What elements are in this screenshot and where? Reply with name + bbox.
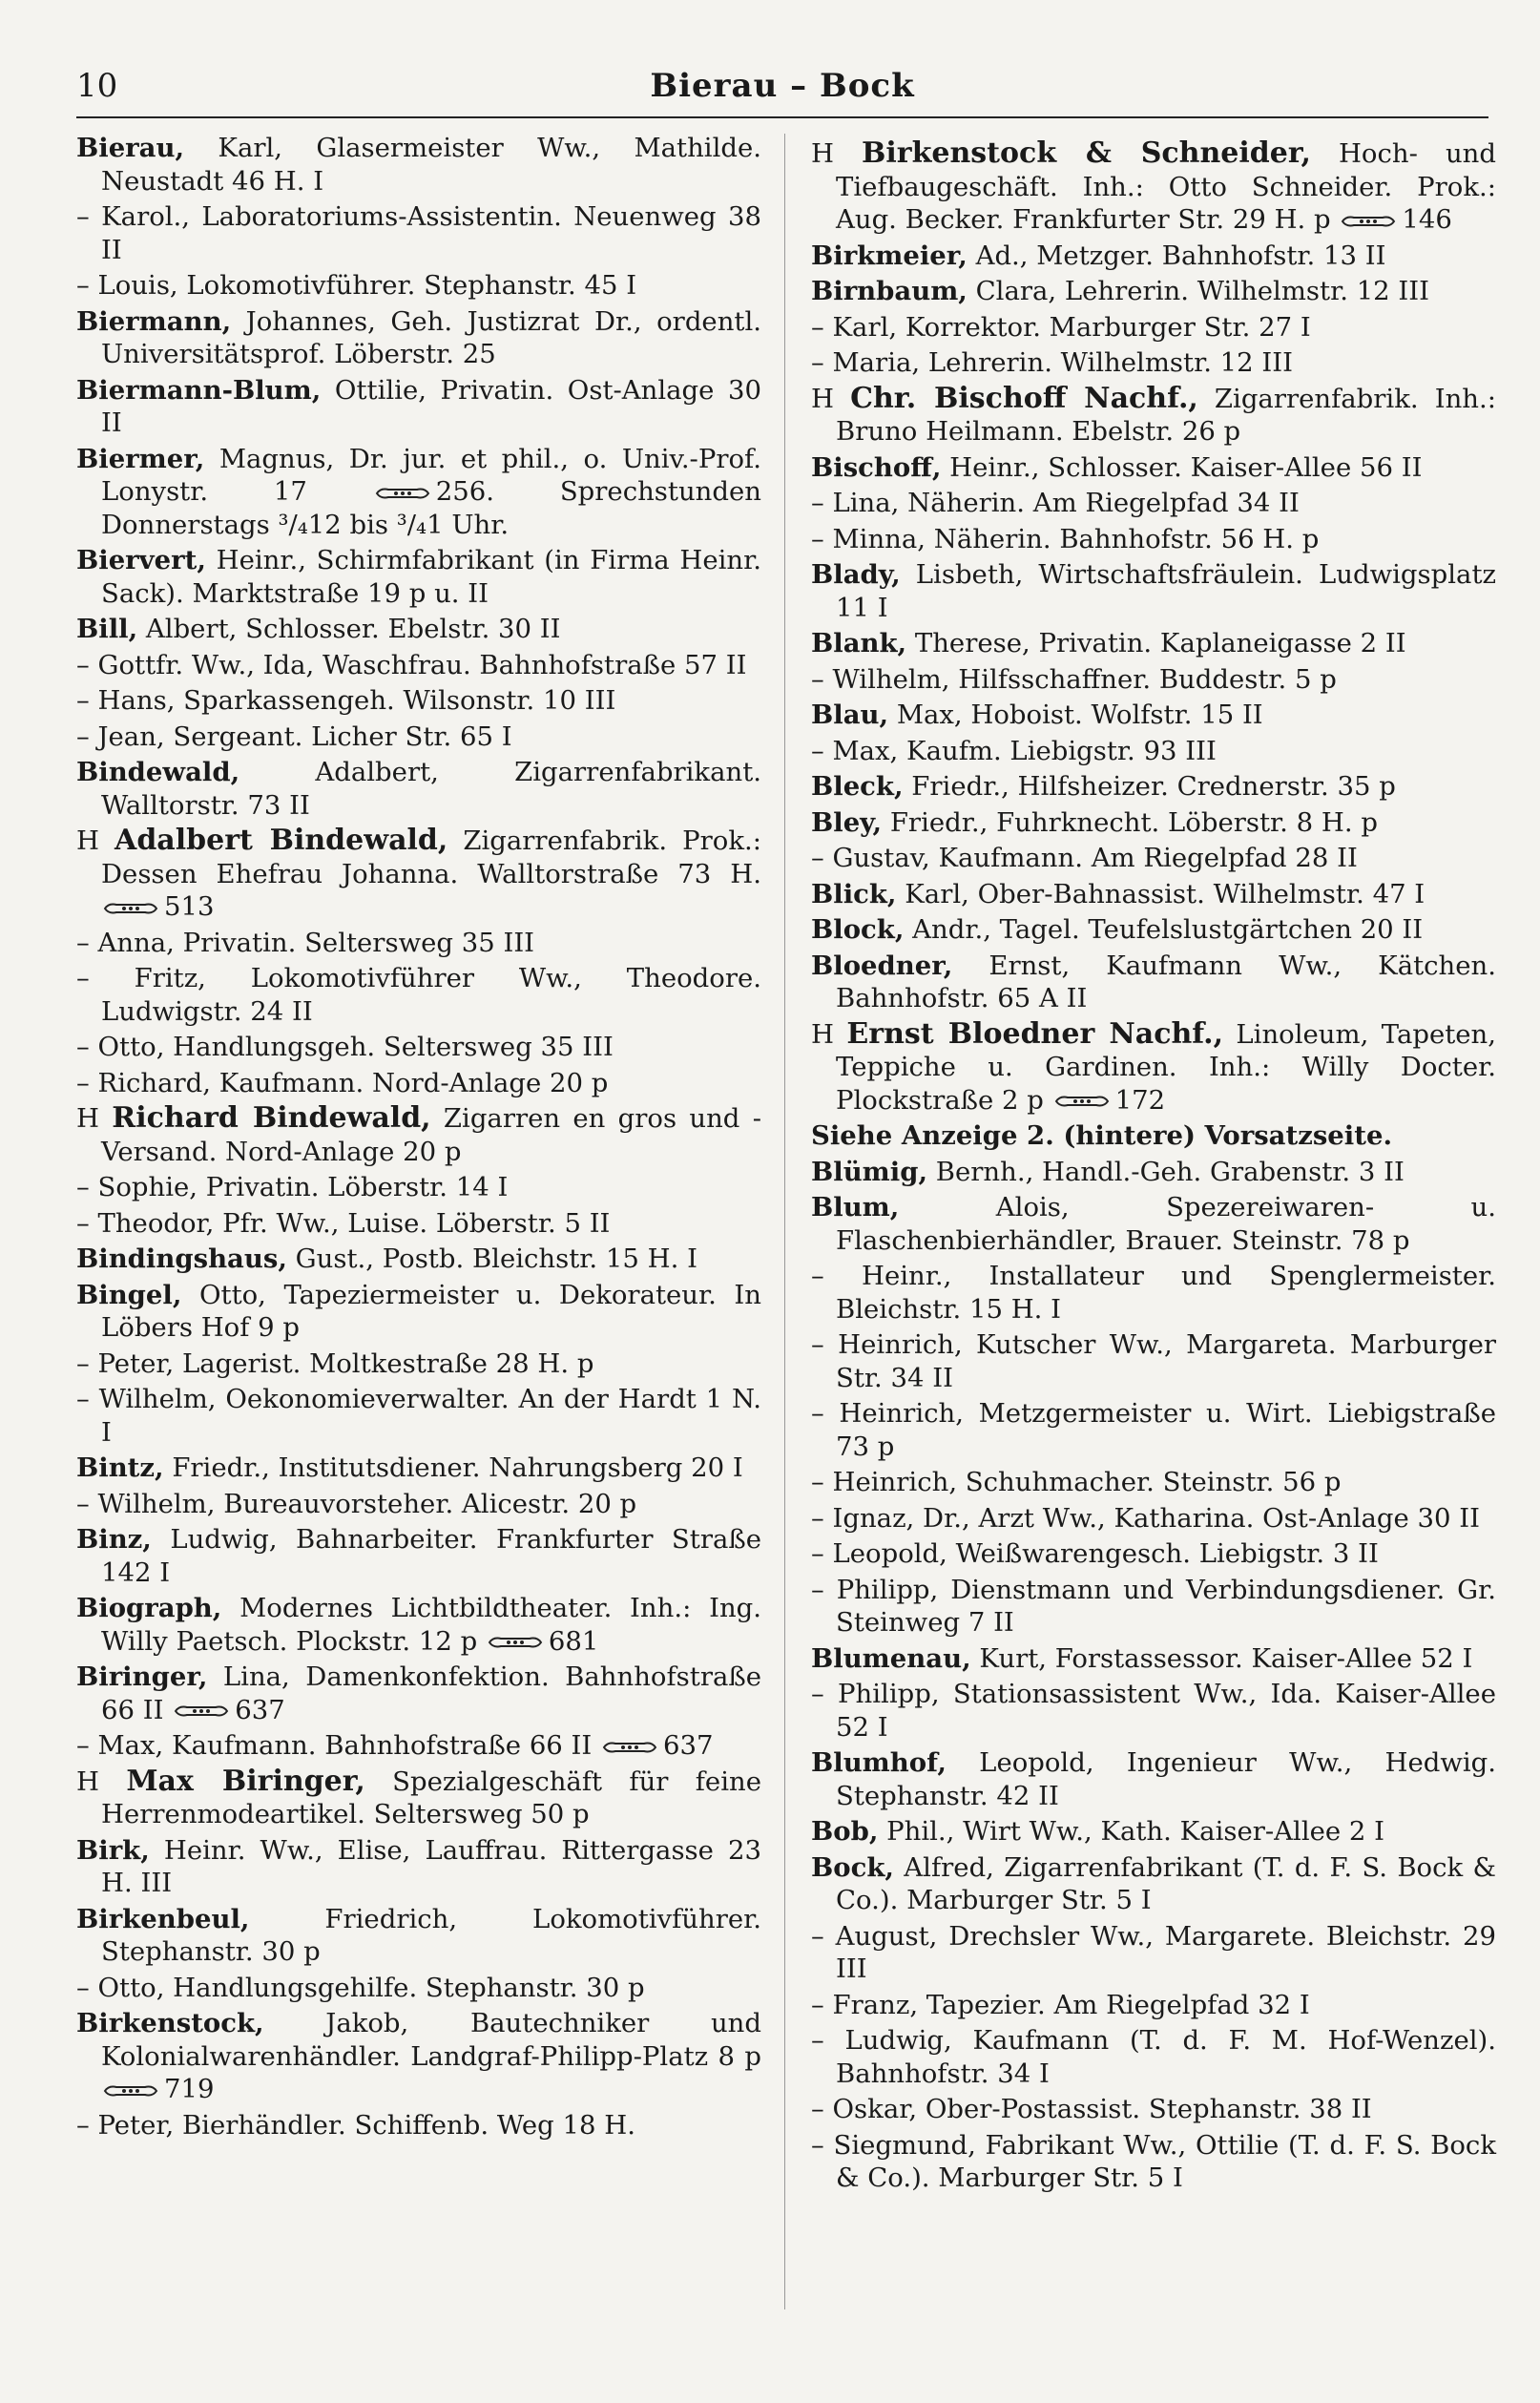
directory-entry — [811, 770, 1496, 804]
entry-details: Peter, Bierhändler. Schiffenb. Weg 18 H. — [97, 2109, 635, 2141]
directory-entry — [811, 1574, 1496, 1640]
directory-entry — [811, 2024, 1496, 2090]
firm-name: Ernst Bloedner Nachf., — [846, 1016, 1224, 1051]
entry-name: Bob, — [811, 1816, 879, 1847]
directory-entry — [811, 487, 1496, 520]
entry-details: Heinrich, Metzgermeister u. Wirt. Liebigstraße 73 p — [836, 1398, 1496, 1462]
entry-details: Ad., Metzger. Bahnhofstr. 13 II — [967, 240, 1386, 271]
entry-details: Ernst, Kaufmann Ww., Kätchen. Bahnhofstr. 65 A II — [836, 950, 1496, 1013]
phone-number: 513 — [164, 891, 215, 922]
entry-details: Friedrich, Lokomotivführer. Stephanstr. 30 p — [101, 1903, 761, 1967]
entry-details: Alois, Spezereiwaren- u. Flaschenbierhändler, Brauer. Steinstr. 78 p — [836, 1192, 1496, 1256]
entry-details: Oskar, Ober-Postassist. Stephanstr. 38 II — [832, 2094, 1372, 2124]
page-number: 10 — [76, 67, 118, 105]
directory-entry — [811, 627, 1496, 660]
entry-details: Lina, Damenkonfektion. Bahnhofstraße 66 II — [101, 1661, 761, 1725]
directory-entry — [811, 1156, 1496, 1189]
entry-name: Blum, — [811, 1192, 900, 1222]
entry-details: Wilhelm, Oekonomieverwalter. An der Hardt 1 N. I — [98, 1384, 761, 1448]
entry-details: Heinr., Schlosser. Kaiser-Allee 56 II — [941, 451, 1423, 483]
entry-name: Blumhof, — [811, 1747, 947, 1778]
entry-details: Ottilie, Privatin. Ost-Anlage 30 II — [101, 374, 761, 438]
entry-name: Biringer, — [76, 1661, 208, 1692]
entry-name: Bischoff, — [811, 451, 942, 483]
phone-number: 172 — [1114, 1084, 1166, 1116]
directory-entry — [76, 1243, 761, 1276]
entry-name: Birk, — [76, 1834, 150, 1866]
directory-entry — [76, 825, 761, 924]
entry-details: Modernes Lichtbildtheater. Inh.: Ing. Willy Paetsch. Plockstr. 12 p — [101, 1593, 761, 1657]
telephone-icon — [103, 901, 158, 916]
phone-number: 681 — [548, 1625, 599, 1657]
directory-entry — [76, 132, 761, 198]
directory-entry — [76, 1523, 761, 1589]
directory-entry — [811, 1466, 1496, 1499]
entry-name: Bindewald, — [76, 757, 240, 787]
entry-details: Albert, Schlosser. Ebelstr. 30 II — [137, 614, 561, 644]
directory-entry — [811, 346, 1496, 380]
entry-details: Zigarren en gros und -Versand. Nord-Anlage 20 p — [101, 1103, 762, 1167]
entry-name: Block, — [811, 914, 905, 945]
entry-details: Fritz, Lokomotivführer Ww., Theodore. Ludwigstr. 24 II — [101, 963, 761, 1027]
directory-entry — [76, 2109, 761, 2142]
directory-entry — [811, 311, 1496, 345]
entry-name: Blady, — [811, 559, 901, 590]
phone-number: 256. — [435, 476, 494, 507]
entry-details: Therese, Privatin. Kaplaneigasse 2 II — [906, 628, 1406, 658]
entry-details: Louis, Lokomotivführer. Stephanstr. 45 I — [97, 270, 637, 301]
entry-name: Birkenstock, — [76, 2008, 264, 2038]
entry-details: Theodor, Pfr. Ww., Luise. Löberstr. 5 II — [97, 1207, 611, 1239]
entry-details: Leopold, Ingenieur Ww., Hedwig. Stephanstr. 42 II — [836, 1747, 1496, 1811]
directory-entry — [76, 1348, 761, 1381]
directory-entry — [811, 950, 1496, 1015]
entry-details: Karol., Laboratoriums-Assistentin. Neuenweg 38 II — [101, 201, 762, 265]
continuation-dash: – — [811, 1502, 833, 1534]
continuation-dash: – — [811, 2025, 845, 2056]
entry-details: Wilhelm, Bureauvorsteher. Alicestr. 20 p — [97, 1488, 637, 1519]
telephone-icon — [174, 1703, 229, 1719]
continuation-dash: – — [811, 1920, 836, 1952]
directory-entry — [76, 269, 761, 303]
firm-name: Chr. Bischoff Nachf., — [850, 381, 1198, 415]
directory-entry — [811, 1502, 1496, 1536]
directory-entry — [811, 1642, 1496, 1676]
entry-details: Heinr. Ww., Elise, Lauffrau. Rittergasse 23 H. III — [101, 1834, 761, 1898]
entry-name: Biermann, — [76, 305, 232, 337]
directory-entry — [811, 383, 1496, 449]
continuation-dash: – — [76, 1972, 98, 2003]
directory-entry — [811, 558, 1496, 624]
telephone-icon — [1341, 214, 1396, 229]
directory-entry — [811, 1678, 1496, 1744]
continuation-dash: – — [811, 1329, 839, 1360]
continuation-dash: – — [811, 1467, 833, 1497]
entry-details: Heinr., Installateur und Spenglermeister. Bleichstr. 15 H. I — [836, 1261, 1496, 1325]
entry-details: Minna, Näherin. Bahnhofstr. 56 H. p — [832, 523, 1320, 554]
directory-entry — [76, 613, 761, 646]
directory-entry — [811, 878, 1496, 911]
continuation-dash: – — [76, 1384, 99, 1414]
continuation-dash: – — [76, 1348, 98, 1379]
directory-entry — [811, 451, 1496, 485]
directory-entry — [76, 927, 761, 960]
entry-details: Wilhelm, Hilfsschaffner. Buddestr. 5 p — [832, 663, 1337, 695]
entry-name: Biograph, — [76, 1593, 222, 1623]
entry-details: Spezialgeschäft für feine Herrenmodeartikel. Seltersweg 50 p — [101, 1766, 761, 1829]
entry-details: Maria, Lehrerin. Wilhelmstr. 12 III — [832, 347, 1293, 378]
directory-entry — [76, 1661, 761, 1726]
entry-name: Birnbaum, — [811, 276, 968, 306]
directory-entry — [76, 1207, 761, 1241]
entry-details: Max, Hoboist. Wolfstr. 15 II — [888, 700, 1263, 730]
directory-entry — [811, 1815, 1496, 1849]
continuation-dash: – — [76, 1067, 98, 1098]
entry-name: Blau, — [811, 700, 889, 730]
continuation-dash: – — [76, 721, 98, 752]
directory-entry — [76, 1488, 761, 1521]
entry-details: Sophie, Privatin. Löberstr. 14 I — [97, 1172, 509, 1202]
entry-details: Otto, Handlungsgeh. Seltersweg 35 III — [97, 1032, 614, 1062]
entry-details: Gustav, Kaufmann. Am Riegelpfad 28 II — [832, 843, 1358, 873]
entry-name: Bock, — [811, 1851, 894, 1883]
continuation-dash: – — [811, 2129, 834, 2161]
directory-entry — [76, 1067, 761, 1100]
entry-details: Magnus, Dr. jur. et phil., o. Univ.-Prof. Lonystr. 17 — [101, 443, 761, 507]
entry-details: Ludwig, Bahnarbeiter. Frankfurter Straße 142 I — [101, 1524, 761, 1588]
directory-entry — [811, 913, 1496, 947]
entry-name: Blümig, — [811, 1156, 928, 1187]
directory-entry — [811, 1119, 1496, 1153]
entry-details: Zigarrenfabrik. Inh.: Bruno Heilmann. Ebelstr. 26 p — [836, 383, 1496, 447]
directory-entry — [811, 523, 1496, 556]
firm-name: Adalbert Bindewald, — [114, 824, 448, 857]
entry-name: Biervert, — [76, 545, 206, 575]
continuation-dash: – — [76, 1730, 98, 1761]
entry-details: Alfred, Zigarrenfabrikant (T. d. F. S. Bock & Co.). Marburger Str. 5 I — [836, 1851, 1496, 1915]
page-title: Bierau – Bock — [650, 67, 915, 105]
directory-entry — [76, 1729, 761, 1763]
entry-details: Heinr., Schirmfabrikant (in Firma Heinr. Sack). Marktstraße 19 p u. II — [101, 545, 761, 609]
directory-entry — [76, 305, 761, 371]
continuation-dash: – — [76, 1032, 98, 1062]
entry-details: Heinrich, Kutscher Ww., Margareta. Marburger Str. 34 II — [836, 1329, 1496, 1393]
telephone-icon — [1054, 1094, 1110, 1109]
directory-entry — [811, 240, 1496, 273]
entry-details: Ignaz, Dr., Arzt Ww., Katharina. Ost-Anlage 30 II — [832, 1502, 1480, 1534]
phone-number: 146 — [1402, 204, 1452, 235]
entry-details: Hans, Sparkassengeh. Wilsonstr. 10 III — [97, 685, 616, 716]
entry-details: Franz, Tapezier. Am Riegelpfad 32 I — [832, 1989, 1310, 2020]
continuation-dash: – — [76, 685, 98, 716]
entry-name: Biermann-Blum, — [76, 374, 322, 406]
firm-name: Birkenstock & Schneider, — [862, 136, 1311, 170]
entry-name: Bintz, — [76, 1452, 164, 1483]
entry-details: Siegmund, Fabrikant Ww., Ottilie (T. d. F. S. Bock & Co.). Marburger Str. 5 I — [833, 2129, 1496, 2193]
continuation-dash: – — [76, 1172, 98, 1202]
entry-details: Anna, Privatin. Seltersweg 35 III — [97, 927, 535, 958]
entry-details: Richard, Kaufmann. Nord-Anlage 20 p — [97, 1067, 609, 1098]
telephone-icon — [103, 2083, 158, 2099]
directory-entry — [811, 735, 1496, 768]
directory-entry — [811, 1260, 1496, 1326]
directory-entry — [811, 1537, 1496, 1571]
directory-entry — [76, 1592, 761, 1658]
directory-entry — [811, 1851, 1496, 1917]
continuation-dash: – — [76, 927, 98, 958]
directory-entry — [811, 1018, 1496, 1118]
page-header — [76, 61, 1488, 118]
continuation-dash: – — [76, 2109, 98, 2141]
firm-marker: H — [76, 825, 115, 856]
entry-details: Kurt, Forstassessor. Kaiser-Allee 52 I — [970, 1642, 1473, 1674]
directory-entry — [76, 2007, 761, 2106]
directory-entry — [76, 1766, 761, 1831]
entry-name: Binz, — [76, 1524, 152, 1555]
continuation-dash: – — [76, 201, 102, 232]
directory-entry — [811, 2129, 1496, 2195]
phone-number: 637 — [663, 1730, 714, 1761]
continuation-dash: – — [811, 1989, 833, 2020]
directory-entry — [811, 1920, 1496, 1986]
directory-entry — [811, 275, 1496, 308]
continuation-dash: – — [76, 1207, 98, 1239]
continuation-dash: – — [811, 843, 833, 873]
firm-marker: H — [811, 138, 863, 169]
entry-details: Lisbeth, Wirtschaftsfräulein. Ludwigsplatz 11 I — [836, 559, 1496, 623]
continuation-dash: – — [811, 1679, 839, 1709]
continuation-dash: – — [76, 1488, 98, 1519]
continuation-dash: – — [76, 963, 135, 993]
entry-details: Andr., Tagel. Teufelslustgärtchen 20 II — [904, 914, 1424, 945]
firm-marker: H — [811, 1018, 847, 1050]
entry-name: Blank, — [811, 628, 907, 658]
directory-entry — [76, 1031, 761, 1064]
entry-details: Karl, Korrektor. Marburger Str. 27 I — [832, 311, 1311, 343]
directory-entry — [76, 1972, 761, 2005]
directory-entry — [76, 756, 761, 822]
entry-details: Friedr., Fuhrknecht. Löberstr. 8 H. p — [882, 806, 1378, 838]
entry-name: Bingel, — [76, 1279, 182, 1310]
directory-entry — [811, 1328, 1496, 1394]
directory-entry — [811, 137, 1496, 237]
entry-details: August, Drechsler Ww., Margarete. Bleichstr. 29 III — [835, 1920, 1496, 1984]
entry-name: Bley, — [811, 806, 883, 838]
directory-entry — [76, 649, 761, 682]
entry-details: Bernh., Handl.-Geh. Grabenstr. 3 II — [927, 1156, 1405, 1187]
directory-entry — [76, 544, 761, 610]
entry-name: Bindingshaus, — [76, 1243, 287, 1274]
continuation-dash: – — [811, 735, 833, 766]
directory-entry — [76, 1279, 761, 1345]
directory-entry — [811, 806, 1496, 840]
directory-entry — [811, 1746, 1496, 1812]
firm-name: Richard Bindewald, — [112, 1101, 431, 1135]
entry-details: Philipp, Dienstmann und Verbindungsdiener. Gr. Steinweg 7 II — [836, 1574, 1496, 1638]
directory-entry — [76, 374, 761, 440]
entry-name: Blumenau, — [811, 1642, 971, 1674]
entry-details: Karl, Ober-Bahnassist. Wilhelmstr. 47 I — [896, 878, 1426, 909]
continuation-dash: – — [811, 523, 833, 554]
entry-details: Friedr., Institutsdiener. Nahrungsberg 20 I — [163, 1452, 743, 1483]
entry-name: Bloedner, — [811, 950, 953, 981]
entry-details: Lina, Näherin. Am Riegelpfad 34 II — [832, 488, 1300, 518]
entry-details: Adalbert, Zigarrenfabrikant. Walltorstr. 73 II — [101, 757, 761, 821]
left-column — [76, 132, 761, 2144]
entry-details: Linoleum, Tapeten, Teppiche u. Gardinen. Inh.: Willy Docter. Plockstraße 2 p — [836, 1018, 1496, 1116]
entry-details: Philipp, Stationsassistent Ww., Ida. Kaiser-Allee 52 I — [836, 1679, 1496, 1743]
directory-entry — [811, 663, 1496, 697]
phone-number: 637 — [235, 1694, 285, 1725]
entry-name: Birkenbeul, — [76, 1903, 250, 1934]
entry-details: Gust., Postb. Bleichstr. 15 H. I — [286, 1243, 697, 1274]
right-column — [811, 137, 1496, 2198]
entry-details: Jakob, Bautechniker und Kolonialwarenhändler. Landgraf-Philipp-Platz 8 p — [101, 2008, 761, 2072]
firm-name: Max Biringer, — [126, 1764, 365, 1798]
directory-entry — [76, 1383, 761, 1449]
entry-details: Max, Kaufmann. Bahnhofstraße 66 II — [97, 1730, 593, 1761]
directory-entry — [76, 1171, 761, 1204]
telephone-icon — [488, 1635, 543, 1650]
continuation-dash: – — [811, 311, 833, 343]
directory-entry — [811, 1989, 1496, 2022]
continuation-dash: – — [811, 1261, 862, 1291]
continuation-dash: – — [811, 2094, 833, 2124]
entry-details: Gottfr. Ww., Ida, Waschfrau. Bahnhofstraße 57 II — [97, 649, 747, 680]
entry-name: Bleck, — [811, 771, 904, 802]
entry-details: Johannes, Geh. Justizrat Dr., ordentl. Universitätsprof. Löberstr. 25 — [101, 305, 761, 369]
entry-details: Otto, Handlungsgehilfe. Stephanstr. 30 p — [97, 1972, 645, 2003]
continuation-dash: – — [811, 347, 833, 378]
directory-entry — [811, 2093, 1496, 2126]
entry-details: Ludwig, Kaufmann (T. d. F. M. Hof-Wenzel). Bahnhofstr. 34 I — [836, 2025, 1497, 2089]
directory-entry — [76, 684, 761, 718]
directory-entry — [76, 1452, 761, 1485]
entry-details: Clara, Lehrerin. Wilhelmstr. 12 III — [967, 276, 1430, 306]
firm-marker: H — [76, 1766, 127, 1797]
entry-name: Biermer, — [76, 443, 205, 474]
entry-details: Peter, Lagerist. Moltkestraße 28 H. p — [97, 1348, 594, 1379]
continuation-dash: – — [76, 649, 98, 680]
telephone-icon — [375, 486, 430, 501]
notice-text: Siehe Anzeige 2. (hintere) Vorsatzseite. — [811, 1120, 1393, 1151]
entry-details-extra: Sprechstunden Donnerstags ³/₄12 bis ³/₄1 Uhr. — [101, 476, 761, 540]
directory-entry — [76, 721, 761, 754]
directory-entry — [76, 962, 761, 1028]
entry-name: Blick, — [811, 878, 897, 909]
entry-details: Friedr., Hilfsheizer. Crednerstr. 35 p — [903, 771, 1396, 802]
directory-entry — [76, 200, 761, 266]
continuation-dash: – — [811, 1574, 837, 1605]
entry-details: Max, Kaufm. Liebigstr. 93 III — [832, 735, 1217, 766]
entry-name: Bill, — [76, 614, 138, 644]
firm-marker: H — [76, 1103, 113, 1134]
directory-entry — [811, 1191, 1496, 1257]
directory-entry — [76, 1102, 761, 1168]
directory-entry — [811, 699, 1496, 732]
firm-marker: H — [811, 383, 851, 414]
directory-entry — [76, 443, 761, 542]
continuation-dash: – — [811, 663, 833, 695]
entry-name: Bierau, — [76, 133, 185, 163]
entry-details: Otto, Tapeziermeister u. Dekorateur. In Löbers Hof 9 p — [101, 1279, 761, 1343]
directory-entry — [76, 1903, 761, 1969]
directory-entry — [76, 1834, 761, 1900]
continuation-dash: – — [811, 488, 833, 518]
entry-details: Jean, Sergeant. Licher Str. 65 I — [97, 721, 512, 752]
entry-details: Hoch- und Tiefbaugeschäft. Inh.: Otto Schneider. Prok.: Aug. Becker. Frankfurter Str. 29 H. p — [836, 138, 1496, 235]
entry-details: Karl, Glasermeister Ww., Mathilde. Neustadt 46 H. I — [101, 133, 761, 197]
directory-entry — [811, 842, 1496, 875]
entry-details: Leopold, Weißwarengesch. Liebigstr. 3 II — [832, 1538, 1379, 1569]
entry-details: Zigarrenfabrik. Prok.: Dessen Ehefrau Johanna. Walltorstraße 73 H. — [101, 825, 762, 889]
phone-number: 719 — [164, 2074, 215, 2104]
continuation-dash: – — [811, 1538, 833, 1569]
entry-name: Birkmeier, — [811, 240, 968, 271]
continuation-dash: – — [76, 270, 98, 301]
continuation-dash: – — [811, 1398, 840, 1429]
column-divider — [784, 134, 785, 2309]
telephone-icon — [602, 1740, 657, 1755]
entry-details: Phil., Wirt Ww., Kath. Kaiser-Allee 2 I — [878, 1816, 1385, 1847]
directory-entry — [811, 1397, 1496, 1463]
entry-details: Heinrich, Schuhmacher. Steinstr. 56 p — [832, 1467, 1342, 1497]
